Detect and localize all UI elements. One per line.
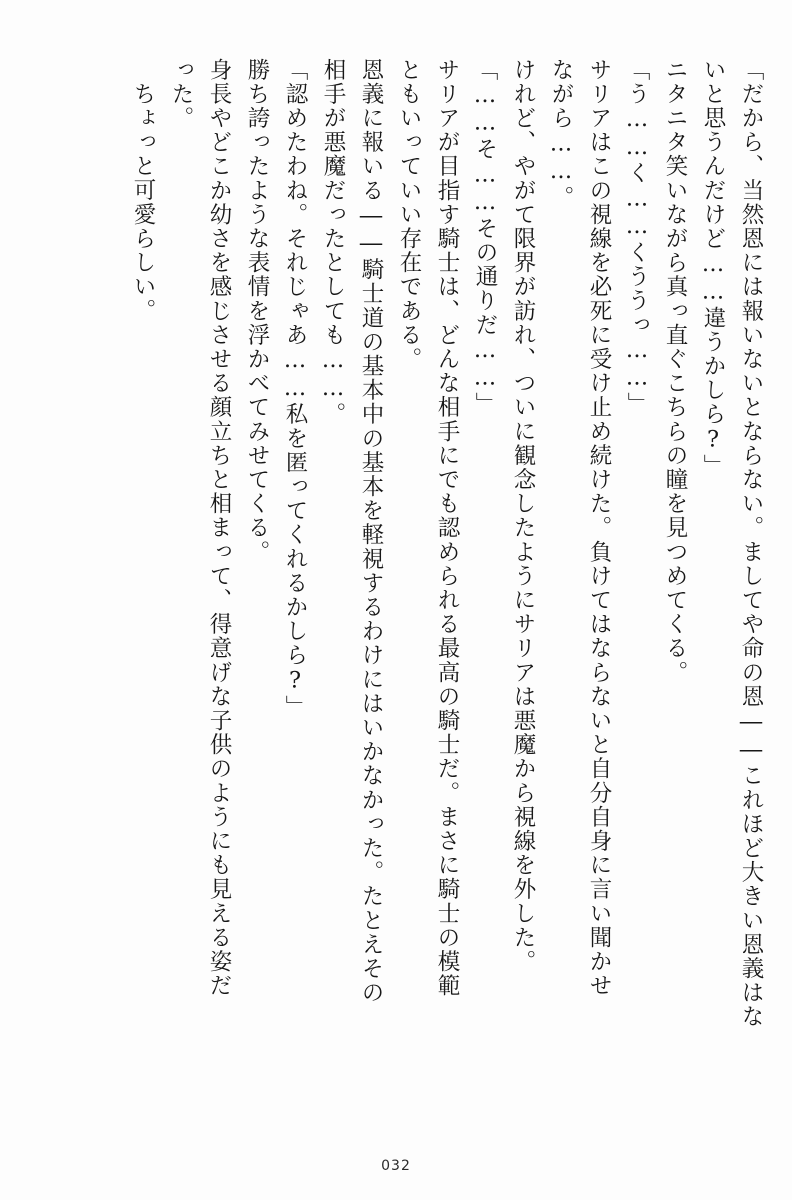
text-line: 「う……く……くううっ……」 xyxy=(624,58,650,417)
page-number: 032 xyxy=(381,1158,411,1174)
text-line: ニタニタ笑いながら真っ直ぐこちらの瞳を見つめてくる。 xyxy=(662,58,688,685)
text-line: ともいっていい存在である。 xyxy=(396,58,422,372)
text-line: 「……そ……その通りだ……」 xyxy=(472,58,498,417)
text-line: ながら……。 xyxy=(548,58,574,210)
text-line: ちょっと可愛らしい。 xyxy=(130,82,156,323)
text-line: サリアはこの視線を必死に受け止め続けた。負けてはならないと自分自身に言い聞かせ xyxy=(586,58,612,998)
text-line: 「だから、当然恩には報いないとならない。ましてや命の恩――これほど大きい恩義はな xyxy=(738,58,764,1029)
text-line: 恩義に報いる――騎士道の基本中の基本を軽視するわけにはいかなかった。たとえその xyxy=(358,58,384,1005)
text-line: 勝ち誇ったような表情を浮かべてみせてくる。 xyxy=(244,58,270,565)
text-line: 相手が悪魔だったとしても……。 xyxy=(320,58,346,427)
text-line: サリアが目指す騎士は、どんな相手にでも認められる最高の騎士だ。まさに騎士の模範 xyxy=(434,58,460,998)
text-line: 身長やどこか幼さを感じさせる顔立ちと相まって、得意げな子供のようにも見える姿だ xyxy=(206,58,232,998)
text-line: いと思うんだけど……違うかしら?」 xyxy=(700,58,726,479)
text-line: 「認めたわね。それじゃあ……私を匿ってくれるかしら?」 xyxy=(282,58,308,720)
text-line: った。 xyxy=(168,58,194,131)
page-text-body xyxy=(30,58,762,1108)
text-line: けれど、やがて限界が訪れ、ついに観念したようにサリアは悪魔から視線を外した。 xyxy=(510,58,536,974)
